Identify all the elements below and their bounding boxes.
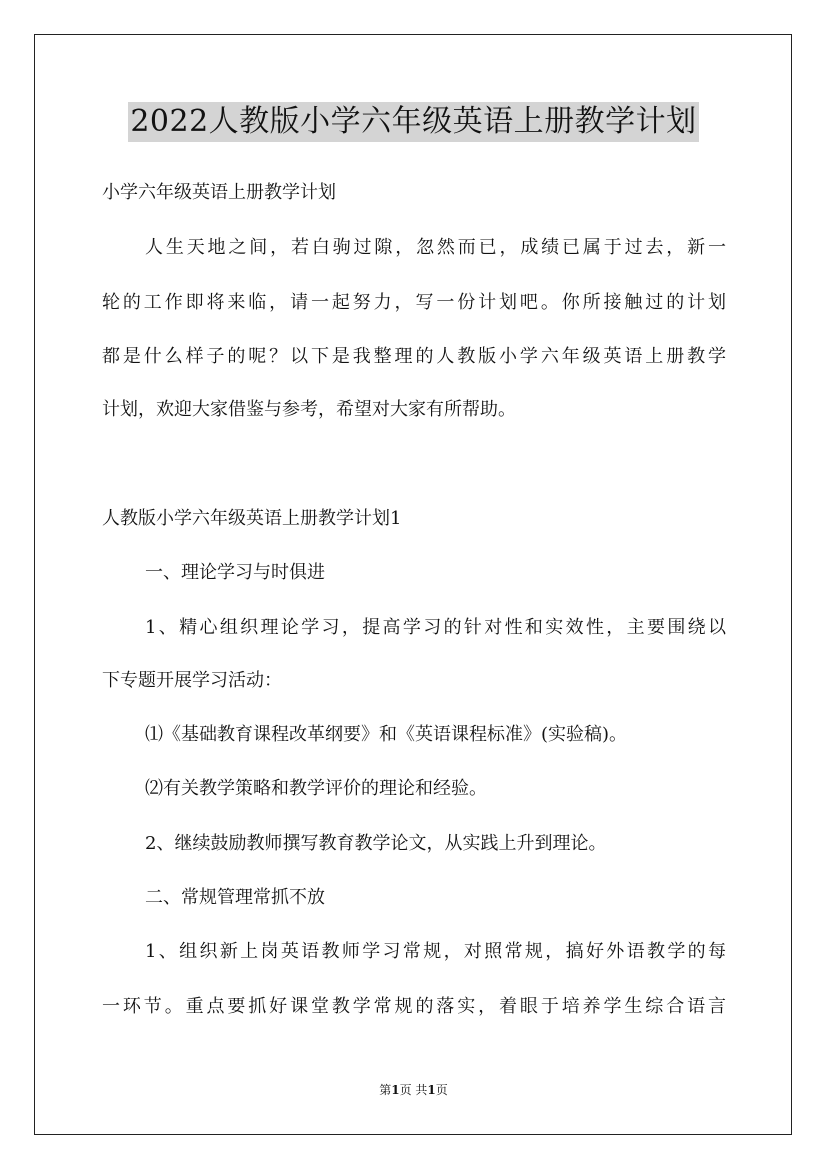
paragraph-line: 下专题开展学习活动： [102,670,282,691]
paragraph-line: 2、继续鼓励教师撰写教育教学论文，从实践上升到理论。 [145,833,607,854]
subsection-heading: 一、理论学习与时俱进 [145,562,325,583]
page-prefix: 第 [379,1083,392,1097]
subsection-heading: 二、常规管理常抓不放 [145,887,325,908]
paragraph-line: 1、精心组织理论学习，提高学习的针对性和实效性，主要围绕以 [145,617,726,638]
page-footer [0,1082,827,1098]
list-item: ⑵有关教学策略和教学评价的理论和经验。 [145,778,487,799]
page-suffix: 页 [435,1083,448,1097]
title-container [0,102,827,142]
paragraph-line: 轮的工作即将来临，请一起努力，写一份计划吧。你所接触过的计划 [102,292,726,313]
page-total: 1 [427,1083,436,1097]
list-item: ⑴《基础教育课程改革纲要》和《英语课程标准》(实验稿)。 [145,724,628,745]
paragraph-line: 1、组织新上岗英语教师学习常规，对照常规，搞好外语教学的每 [145,941,726,962]
paragraph-line: 计划，欢迎大家借鉴与参考，希望对大家有所帮助。 [102,399,516,420]
paragraph-line: 人生天地之间，若白驹过隙，忽然而已，成绩已属于过去，新一 [145,237,726,258]
document-title: 2022人教版小学六年级英语上册教学计划 [128,102,698,142]
subtitle-line: 小学六年级英语上册教学计划 [102,182,336,203]
section-heading: 人教版小学六年级英语上册教学计划1 [102,508,402,529]
paragraph-line: 都是什么样子的呢？以下是我整理的人教版小学六年级英语上册教学 [102,346,726,367]
page-middle: 页 共 [399,1083,428,1097]
paragraph-line: 一环节。重点要抓好课堂教学常规的落实，着眼于培养学生综合语言 [102,996,726,1017]
page-current: 1 [391,1083,400,1097]
